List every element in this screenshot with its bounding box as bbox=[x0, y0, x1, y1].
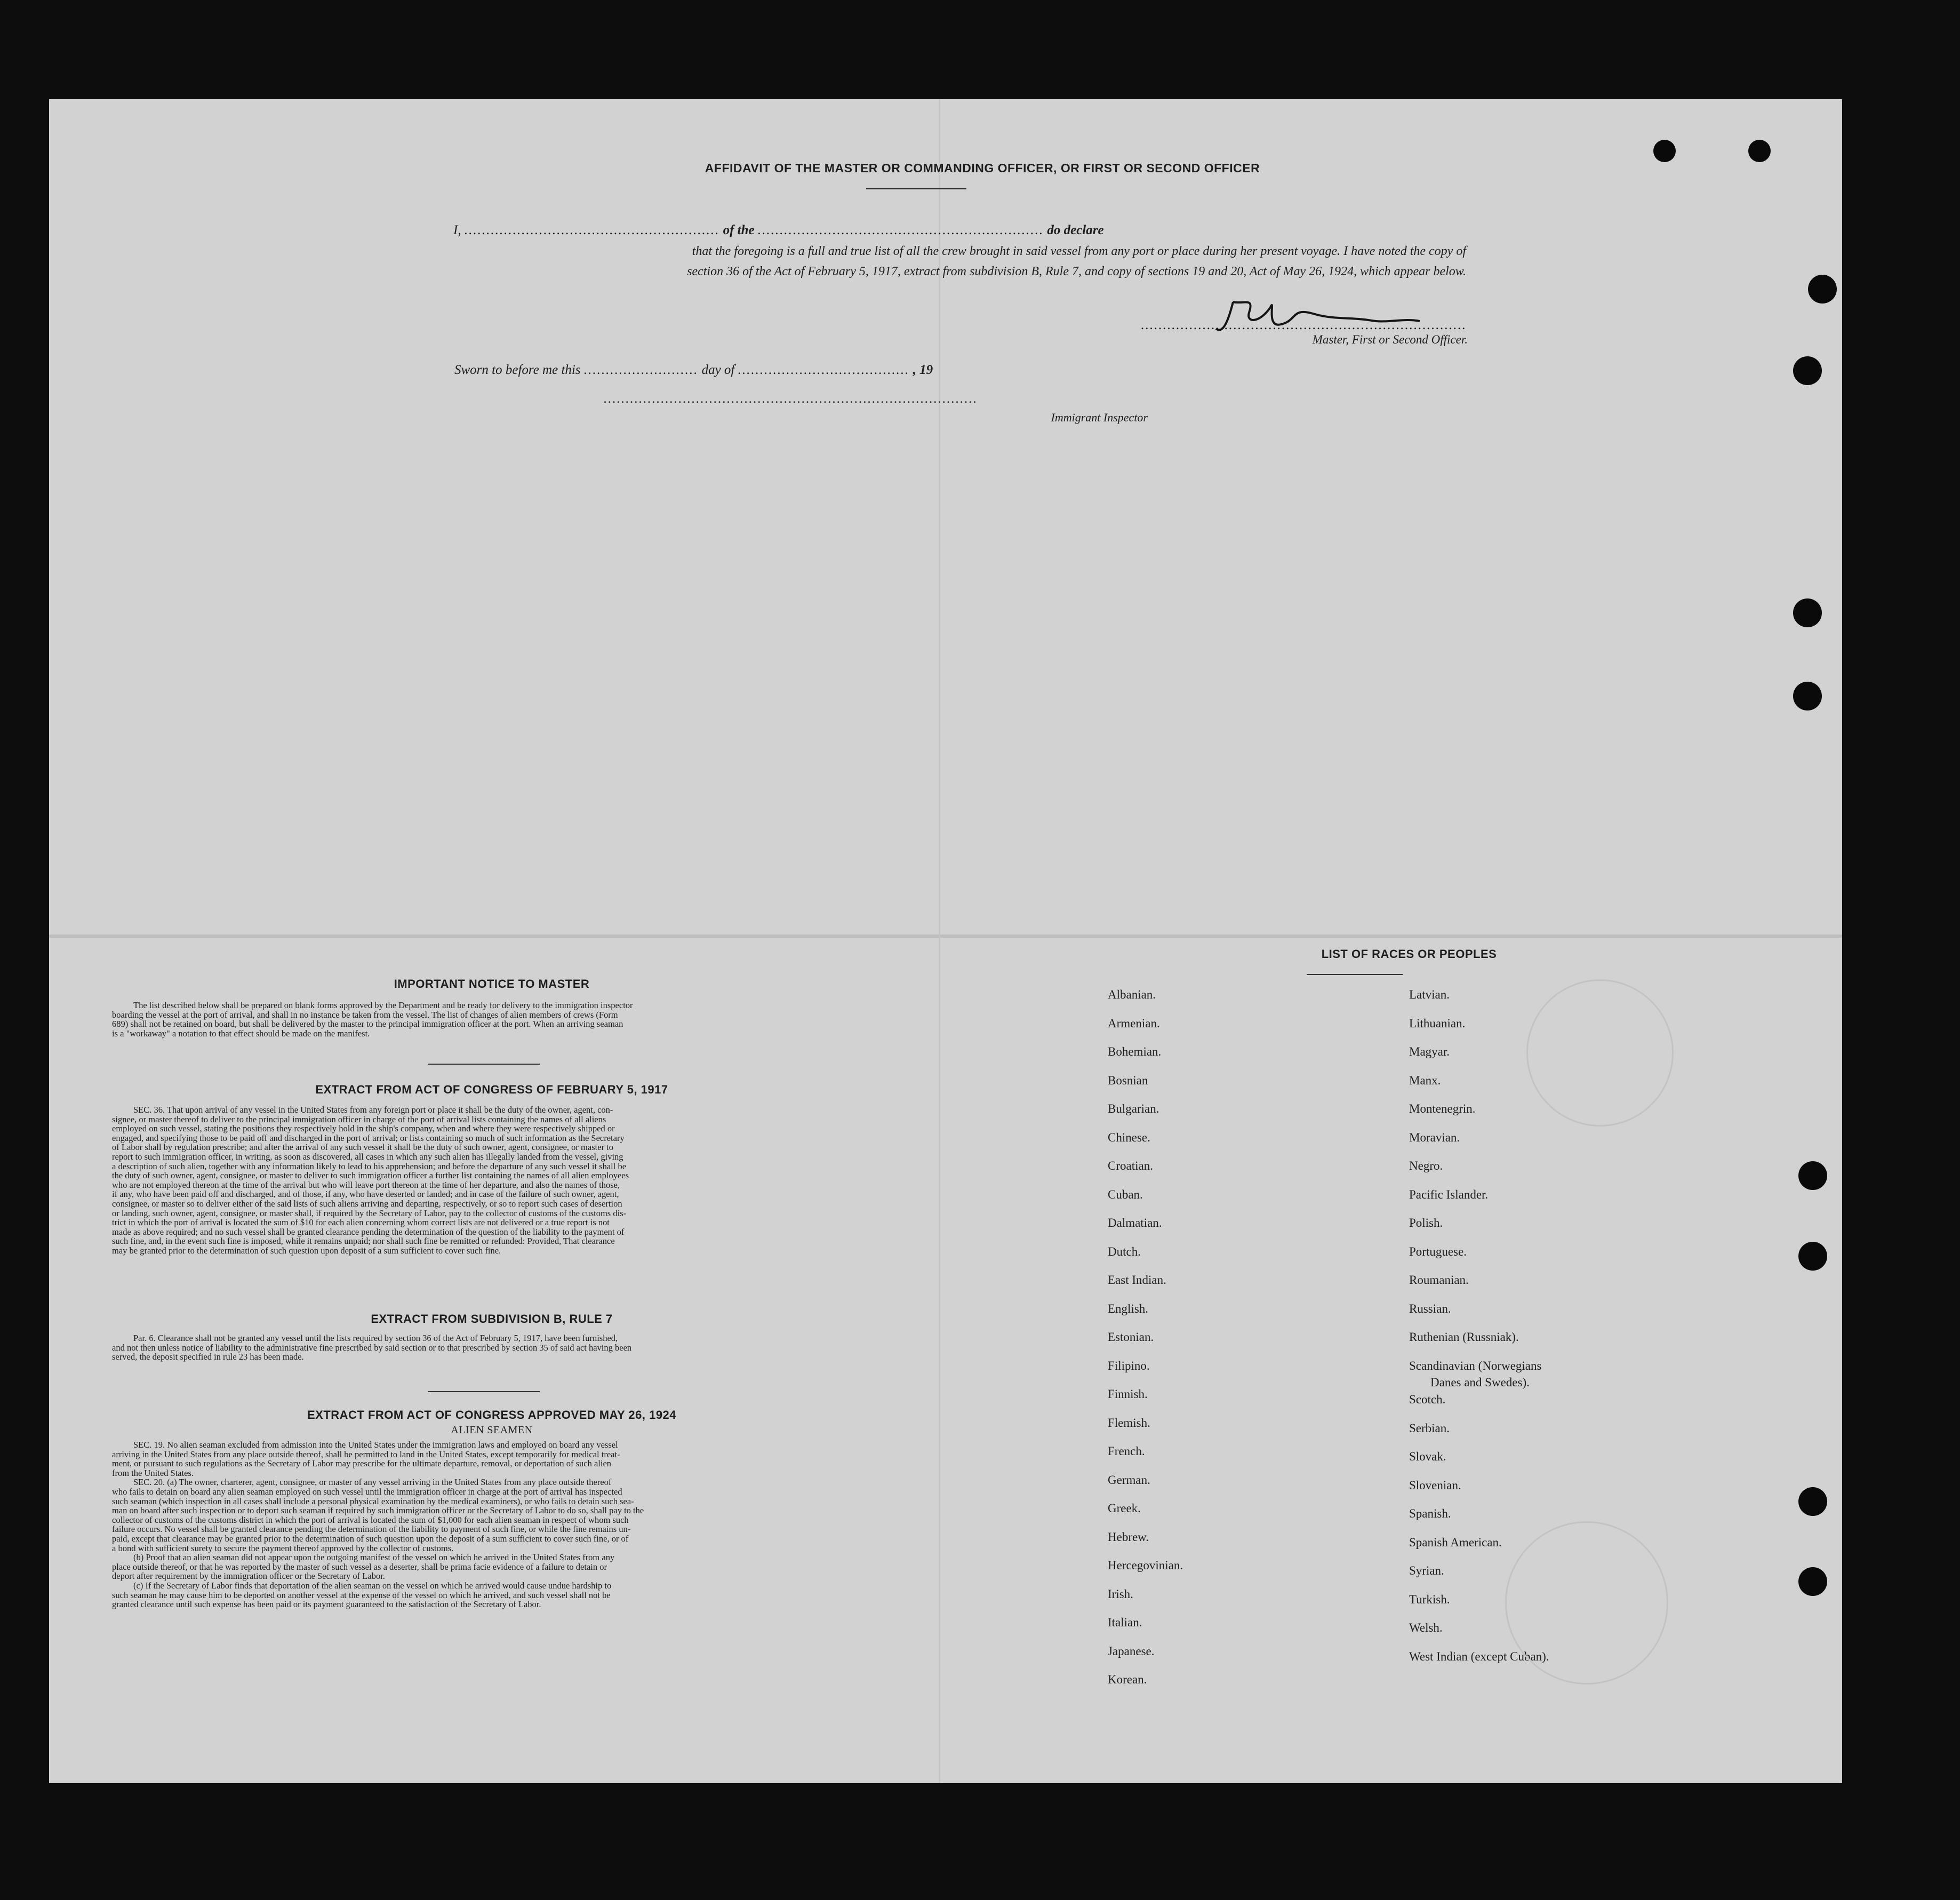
races-rule bbox=[1307, 974, 1403, 975]
body-line: (c) If the Secretary of Labor finds that deportation of the alien seaman on the vessel on which he arrived would cause undue hardship to bbox=[133, 1580, 612, 1591]
race-item: Bohemian. bbox=[1108, 1045, 1162, 1058]
punch-hole bbox=[1748, 140, 1771, 162]
extract-1924-body bbox=[112, 1440, 901, 1609]
race-item: Armenian. bbox=[1108, 1016, 1160, 1030]
punch-hole bbox=[1793, 682, 1822, 710]
body-line: ment, or pursuant to such regulations as the Secretary of Labor may prescribe for the ultimate departure, removal, or deportation of such alien bbox=[112, 1458, 612, 1469]
body-line: collector of customs of the customs district in which the port of arrival is located the sum of $1,000 for each alien seaman in respect of whom such bbox=[112, 1514, 629, 1525]
race-item: Spanish. bbox=[1409, 1507, 1451, 1520]
body-line: arriving in the United States from any place outside thereof, shall be permitted to land in the United States, except temporarily for medical treat- bbox=[112, 1449, 620, 1459]
race-item: Hebrew. bbox=[1108, 1530, 1149, 1544]
body-line: may be granted prior to the determination of such question upon deposit of a sum sufficient to cover such fine. bbox=[112, 1245, 501, 1256]
race-item: Latvian. bbox=[1409, 988, 1450, 1001]
race-item: Albanian. bbox=[1108, 988, 1156, 1001]
rule7-title: EXTRACT FROM SUBDIVISION B, RULE 7 bbox=[371, 1312, 613, 1326]
body-line: engaged, and specifying those to be paid off and discharged in the port of arrival; or lists containing so much of such information as the Secretary bbox=[112, 1132, 625, 1143]
race-item: Magyar. bbox=[1409, 1045, 1450, 1058]
horizontal-fold bbox=[49, 935, 1842, 938]
race-item: Scotch. bbox=[1409, 1393, 1446, 1406]
race-item: East Indian. bbox=[1108, 1273, 1166, 1287]
punch-hole bbox=[1798, 1567, 1827, 1596]
body-line: place outside thereof, or that he was reported by the master of such vessel as a deserter, shall be prima facie evidence of a failure to detain or bbox=[112, 1561, 607, 1572]
signature-line: .......................................................................... bbox=[1141, 318, 1467, 332]
inspector-line: ..................................................................................... bbox=[604, 392, 978, 406]
race-item: Flemish. bbox=[1108, 1416, 1150, 1430]
race-item: Spanish American. bbox=[1409, 1535, 1502, 1549]
race-item: Cuban. bbox=[1108, 1187, 1143, 1201]
race-item: Danes and Swedes). bbox=[1430, 1376, 1530, 1389]
race-item: Ruthenian (Russniak). bbox=[1409, 1330, 1519, 1344]
body-line: SEC. 19. No alien seaman excluded from admission into the United States under the immigration laws and employed on board any vessel bbox=[133, 1440, 618, 1450]
body-line: signee, or master thereof to deliver to the principal immigration officer in charge of the port of arrival lists containing the names of all aliens bbox=[112, 1114, 606, 1124]
body-line: granted clearance until such expense has been paid or its payment guaranteed to the satisfaction of the Secretary of Labor. bbox=[112, 1599, 541, 1610]
race-item: Moravian. bbox=[1409, 1130, 1460, 1144]
race-item: Irish. bbox=[1108, 1587, 1133, 1601]
race-item: Welsh. bbox=[1409, 1621, 1443, 1634]
extract-1917-body bbox=[112, 1105, 901, 1256]
inspector-caption: Immigrant Inspector bbox=[1051, 411, 1148, 424]
body-line: or landing, such owner, agent, consignee, or master shall, if required by the Secretary of Labor, pay to the collector of customs of the customs dis- bbox=[112, 1208, 627, 1218]
race-item: Dutch. bbox=[1108, 1244, 1141, 1258]
affidavit-line-2: that the foregoing is a full and true list of all the crew brought in said vessel from any port or place during her present voyage. I have noted the copy of bbox=[692, 244, 1466, 258]
punch-hole bbox=[1653, 140, 1676, 162]
race-item: Russian. bbox=[1409, 1302, 1451, 1315]
race-item: Italian. bbox=[1108, 1616, 1142, 1629]
document-sheet bbox=[49, 99, 1842, 1783]
body-line: and not then unless notice of liability to the administrative fine prescribed by said section or to that prescribed by section 35 of said act having been bbox=[112, 1342, 632, 1353]
race-item: Slovak. bbox=[1409, 1450, 1446, 1463]
race-item: German. bbox=[1108, 1473, 1150, 1487]
affidavit-title: AFFIDAVIT OF THE MASTER OR COMMANDING OFFICER, OR FIRST OR SECOND OFFICER bbox=[705, 161, 1260, 175]
race-item: Roumanian. bbox=[1409, 1273, 1469, 1287]
body-line: failure occurs. No vessel shall be granted clearance pending the determination of the liability to payment of such fine, or while the fine remains un- bbox=[112, 1524, 631, 1535]
race-item: Filipino. bbox=[1108, 1359, 1150, 1372]
race-item: Bosnian bbox=[1108, 1073, 1148, 1087]
race-item: Slovenian. bbox=[1409, 1478, 1461, 1492]
section-rule bbox=[428, 1064, 540, 1065]
embossed-seal-bottom bbox=[1505, 1521, 1668, 1685]
affidavit-line-1: I, .......................................................... of the ................................................................. do declare bbox=[453, 223, 1104, 237]
embossed-seal-top bbox=[1526, 979, 1674, 1127]
race-item: Greek. bbox=[1108, 1502, 1141, 1515]
body-line: the duty of such owner, agent, consignee, or master to deliver to such immigration officer a further list containing the names of all alien employees bbox=[112, 1170, 629, 1181]
punch-hole bbox=[1793, 598, 1822, 627]
title-rule bbox=[866, 188, 966, 189]
races-left-column bbox=[1108, 988, 1385, 1702]
body-line: employed on such vessel, stating the positions they respectively hold in the ship's company, when and where they were respectively shipped or bbox=[112, 1123, 615, 1134]
body-line: such seaman he may cause him to be deported on another vessel at the expense of the vessel on which he arrived, and such vessel shall not be bbox=[112, 1590, 611, 1600]
master-caption: Master, First or Second Officer. bbox=[1312, 333, 1468, 346]
body-line: deport after requirement by the immigration officer or the Secretary of Labor. bbox=[112, 1571, 385, 1582]
race-item: Finnish. bbox=[1108, 1387, 1148, 1401]
body-line: a description of such alien, together with any information likely to lead to his apprehension; and before the departure of any such vessel it shall be bbox=[112, 1161, 627, 1171]
vertical-fold bbox=[939, 99, 940, 1783]
race-item: Croatian. bbox=[1108, 1159, 1153, 1172]
extract-1924-subtitle: ALIEN SEAMEN bbox=[451, 1424, 533, 1436]
body-line: The list described below shall be prepared on blank forms approved by the Department and be ready for delivery to the immigration inspector bbox=[133, 1000, 633, 1010]
punch-hole bbox=[1793, 356, 1822, 385]
race-item: Chinese. bbox=[1108, 1130, 1150, 1144]
body-line: a bond with sufficient surety to secure the payment thereof approved by the collector of customs. bbox=[112, 1543, 454, 1553]
rule7-body bbox=[112, 1334, 901, 1362]
race-item: Polish. bbox=[1409, 1216, 1443, 1230]
race-item: Syrian. bbox=[1409, 1564, 1444, 1577]
race-item: West Indian (except Cuban). bbox=[1409, 1649, 1549, 1663]
section-rule-2 bbox=[428, 1391, 540, 1392]
notice-body bbox=[112, 1001, 901, 1038]
extract-1924-title: EXTRACT FROM ACT OF CONGRESS APPROVED MAY 26, 1924 bbox=[307, 1408, 677, 1422]
race-item: Scandinavian (Norwegians bbox=[1409, 1359, 1542, 1372]
race-item: Negro. bbox=[1409, 1159, 1443, 1172]
punch-hole bbox=[1798, 1487, 1827, 1516]
race-item: Lithuanian. bbox=[1409, 1016, 1466, 1030]
punch-hole bbox=[1798, 1161, 1827, 1190]
body-line: SEC. 20. (a) The owner, charterer, agent, consignee, or master of any vessel arriving in the United States from any place outside thereof bbox=[133, 1477, 612, 1488]
race-item: Korean. bbox=[1108, 1673, 1147, 1686]
body-line: is a "workaway" a notation to that effect should be made on the manifest. bbox=[112, 1028, 370, 1039]
body-line: Par. 6. Clearance shall not be granted any vessel until the lists required by section 36 of the Act of February 5, 1917, have been furnished, bbox=[133, 1333, 618, 1343]
race-item: Serbian. bbox=[1409, 1421, 1450, 1435]
race-item: Dalmatian. bbox=[1108, 1216, 1162, 1230]
race-item: Hercegovinian. bbox=[1108, 1559, 1183, 1572]
race-item: French. bbox=[1108, 1444, 1145, 1458]
affidavit-line-3: section 36 of the Act of February 5, 1917, extract from subdivision B, Rule 7, and copy of sections 19 and 20, Act of May 26, 1924, which appear below. bbox=[687, 265, 1466, 278]
body-line: from the United States. bbox=[112, 1467, 194, 1478]
race-item: Portuguese. bbox=[1409, 1244, 1467, 1258]
races-title: LIST OF RACES OR PEOPLES bbox=[1321, 947, 1497, 961]
race-item: Pacific Islander. bbox=[1409, 1187, 1489, 1201]
race-item: Montenegrin. bbox=[1409, 1102, 1476, 1115]
body-line: trict in which the port of arrival is located the sum of $10 for each alien concerning whom correct lists are not delivered or a true report is not bbox=[112, 1217, 610, 1228]
body-line: made as above required; and no such vessel shall be granted clearance pending the determination of the question of the liability to the payment of bbox=[112, 1226, 625, 1237]
extract-1917-title: EXTRACT FROM ACT OF CONGRESS OF FEBRUARY 5, 1917 bbox=[315, 1083, 668, 1096]
body-line: consignee, or master so to deliver either of the said lists of such aliens arriving and departing, respectively, or so to report such cases of desertion bbox=[112, 1198, 622, 1209]
body-line: who fails to detain on board any alien seaman employed on such vessel until the immigration officer in charge at the port of arrival has inspected bbox=[112, 1486, 622, 1497]
race-item: Turkish. bbox=[1409, 1592, 1450, 1606]
body-line: such fine, and, in the event such fine is imposed, while it remains unpaid; nor shall such fine be remitted or refunded: Provided, That clearance bbox=[112, 1236, 615, 1247]
body-line: report to such immigration officer, in writing, as soon as discovered, all cases in which any such alien has illegally landed from the vessel, giving bbox=[112, 1151, 623, 1162]
punch-hole bbox=[1798, 1242, 1827, 1271]
body-line: served, the deposit specified in rule 23 has been made. bbox=[112, 1352, 304, 1362]
race-item: Bulgarian. bbox=[1108, 1102, 1159, 1115]
body-line: 689) shall not be retained on board, but shall be delivered by the master to the principal immigration officer at the port. When an arriving seaman bbox=[112, 1019, 623, 1029]
race-item: Estonian. bbox=[1108, 1330, 1154, 1344]
race-item: English. bbox=[1108, 1302, 1149, 1315]
body-line: who are not employed thereon at the time of the arrival but who will leave port thereon at the time of her departure, and also the names of those, bbox=[112, 1179, 620, 1190]
body-line: paid, except that clearance may be granted prior to the determination of such question upon the deposit of a sum sufficient to cover such fine, or of bbox=[112, 1533, 629, 1544]
body-line: (b) Proof that an alien seaman did not appear upon the outgoing manifest of the vessel on which he arrived in the United States from any bbox=[133, 1552, 615, 1563]
body-line: of Labor shall by regulation prescribe; and after the arrival of any such vessel it shall be the duty of such owner, agent, consignee, or master to bbox=[112, 1142, 613, 1153]
punch-hole bbox=[1808, 275, 1837, 304]
body-line: if any, who have been paid off and discharged, and of those, if any, who have deserted or landed; and in case of the failure of such owner, agent, bbox=[112, 1189, 619, 1200]
body-line: man on board after such inspection or to deport such seaman if required by such immigration officer or the Secretary of Labor to do so, shall pay to the bbox=[112, 1505, 644, 1516]
notice-title: IMPORTANT NOTICE TO MASTER bbox=[394, 977, 590, 991]
race-item: Japanese. bbox=[1108, 1644, 1155, 1658]
body-line: such seaman (which inspection in all cases shall include a personal physical examination by the medical examiners), or who fails to detain such sea- bbox=[112, 1496, 634, 1506]
race-item: Manx. bbox=[1409, 1073, 1441, 1087]
sworn-line: Sworn to before me this .......................... day of ....................................... , 19 bbox=[454, 363, 933, 377]
body-line: boarding the vessel at the port of arrival, and shall in no instance be taken from the vessel. The list of changes of alien members of crews (Form bbox=[112, 1009, 618, 1020]
body-line: SEC. 36. That upon arrival of any vessel in the United States from any foreign port or place it shall be the duty of the owner, agent, con- bbox=[133, 1105, 613, 1115]
